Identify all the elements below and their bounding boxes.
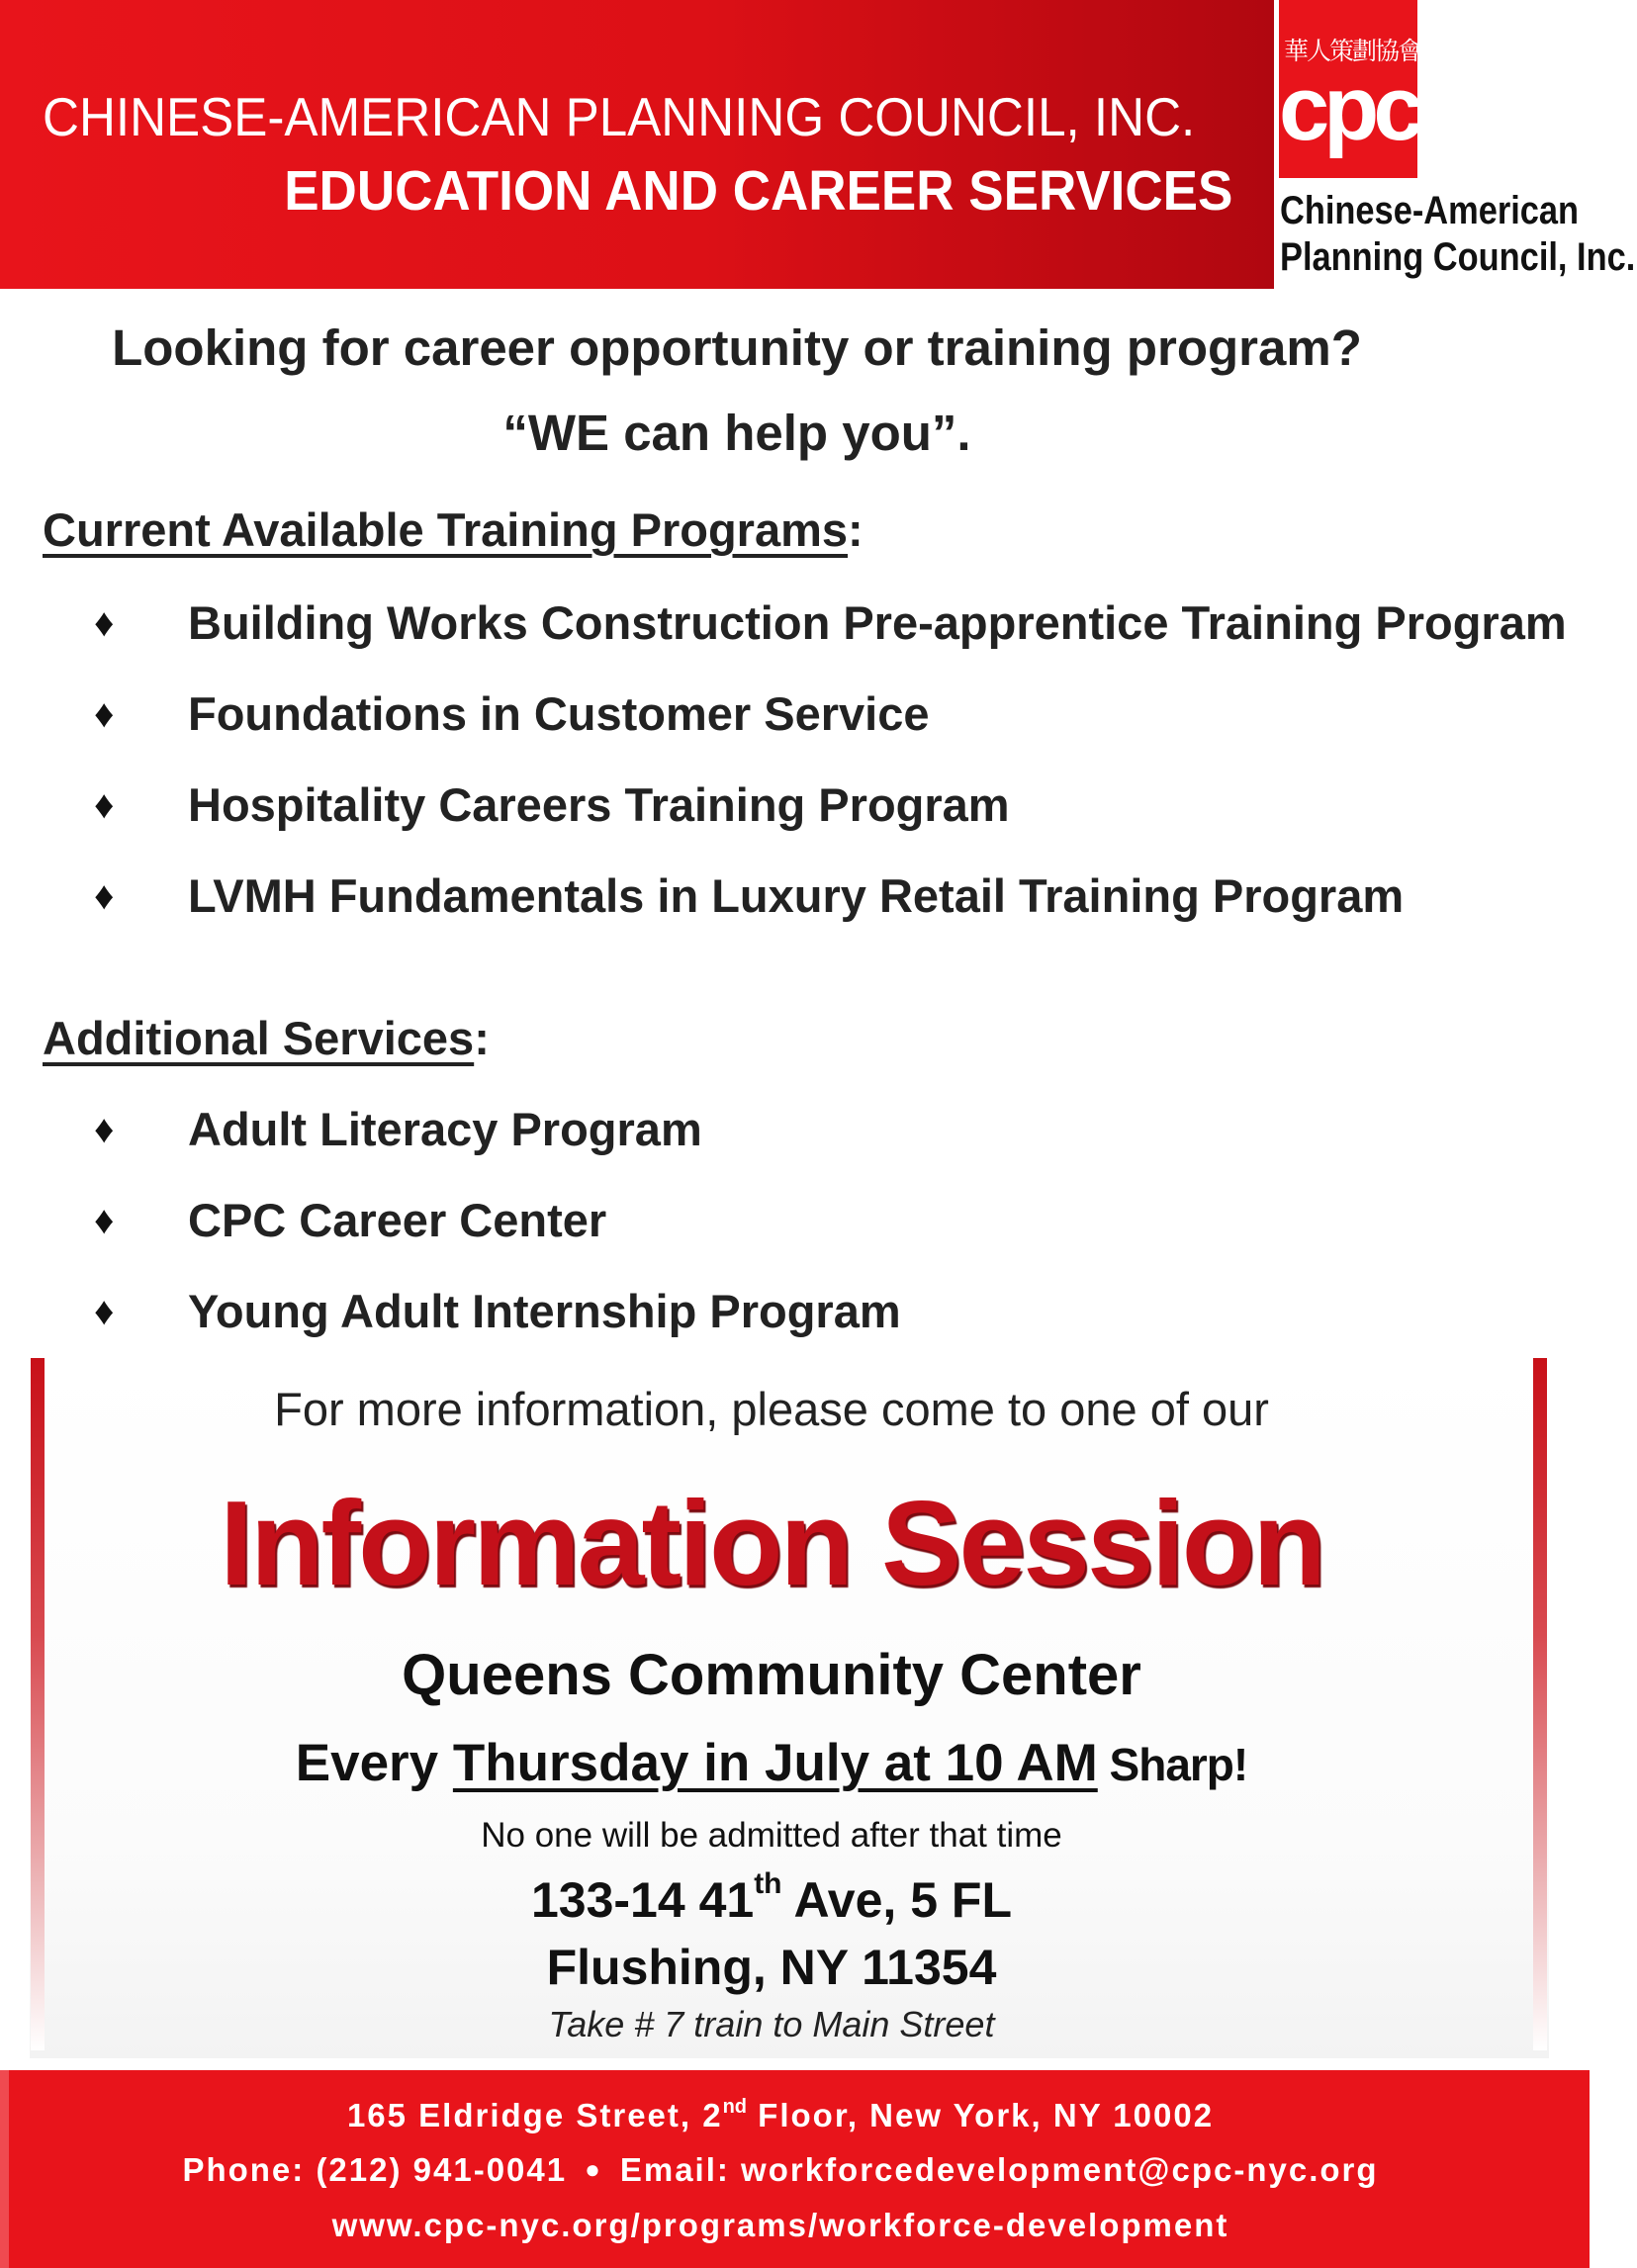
diamond-bullet-icon: ♦ (94, 601, 115, 645)
department-name: EDUCATION AND CAREER SERVICES (283, 159, 1232, 223)
additional-services-heading (43, 1011, 490, 1065)
address-ordinal: th (754, 1867, 782, 1900)
service-name: Adult Literacy Program (188, 1103, 702, 1155)
city-state-zip: Flushing, NY 11354 (546, 1940, 997, 1995)
service-name: CPC Career Center (188, 1194, 607, 1246)
heading-colon: : (848, 503, 864, 556)
info-session-intro: For more information, please come to one of our (274, 1383, 1269, 1435)
headline-question: Looking for career opportunity or training program? (112, 319, 1362, 376)
schedule-day-time: Thursday in July at 10 AM (452, 1734, 1098, 1792)
logo-text-line2: Planning Council, Inc. (1280, 235, 1636, 279)
admission-note: No one will be admitted after that time (481, 1816, 1062, 1855)
training-programs-heading-text: Current Available Training Programs (43, 503, 849, 556)
program-name: Foundations in Customer Service (188, 687, 930, 740)
diamond-bullet-icon: ♦ (94, 1108, 115, 1151)
office-address-ordinal: nd (722, 2096, 748, 2118)
transit-directions: Take # 7 train to Main Street (548, 2004, 995, 2044)
logo-cpc-letters: cpc (1279, 58, 1418, 159)
website-url[interactable]: www.cpc-nyc.org/programs/workforce-development (331, 2207, 1229, 2243)
diamond-bullet-icon: ♦ (94, 874, 115, 918)
cpc-logo-mark (1279, 0, 1420, 178)
heading-colon: : (474, 1012, 490, 1064)
cpc-logo (1274, 0, 1637, 289)
schedule-prefix: Every (295, 1734, 453, 1792)
diamond-bullet-icon: ♦ (94, 1199, 115, 1242)
contact-footer (0, 2070, 1590, 2268)
office-address-part2: Floor, New York, NY 10002 (747, 2097, 1215, 2133)
diamond-bullet-icon: ♦ (94, 1290, 115, 1333)
program-name: LVMH Fundamentals in Luxury Retail Training Program (188, 869, 1405, 922)
address-rest: Ave, 5 FL (781, 1872, 1012, 1928)
additional-services-heading-text: Additional Services (43, 1012, 475, 1064)
logo-wordmark (1280, 188, 1636, 281)
service-name: Young Adult Internship Program (188, 1285, 901, 1337)
bullet-separator-icon: ● (585, 2154, 602, 2184)
office-address-part1: 165 Eldridge Street, 2 (346, 2097, 723, 2133)
logo-chinese-name: 華人策劃協會 (1283, 37, 1420, 65)
organization-name: CHINESE-AMERICAN PLANNING COUNCIL, INC. (43, 86, 1196, 147)
street-address (0, 1867, 1543, 1929)
email-address[interactable]: Email: workforcedevelopment@cpc-nyc.org (619, 2151, 1379, 2188)
diamond-bullet-icon: ♦ (94, 783, 115, 827)
contact-line (9, 2151, 1552, 2189)
office-address (9, 2096, 1552, 2134)
diamond-bullet-icon: ♦ (94, 692, 115, 736)
phone-number: Phone: (212) 941-0041 (182, 2151, 568, 2188)
address-number: 133-14 41 (530, 1872, 755, 1928)
schedule-sharp: Sharp! (1097, 1739, 1248, 1790)
info-session-title: Information Session (220, 1476, 1323, 1610)
program-name: Building Works Construction Pre-apprentice Training Program (188, 596, 1567, 649)
headline-tagline: “WE can help you”. (502, 405, 971, 461)
logo-text-line1: Chinese-American (1280, 189, 1580, 232)
program-name: Hospitality Careers Training Program (188, 778, 1010, 831)
header-banner (0, 0, 1274, 289)
session-schedule (0, 1733, 1543, 1793)
venue-name: Queens Community Center (402, 1643, 1141, 1707)
training-programs-heading (43, 502, 864, 557)
